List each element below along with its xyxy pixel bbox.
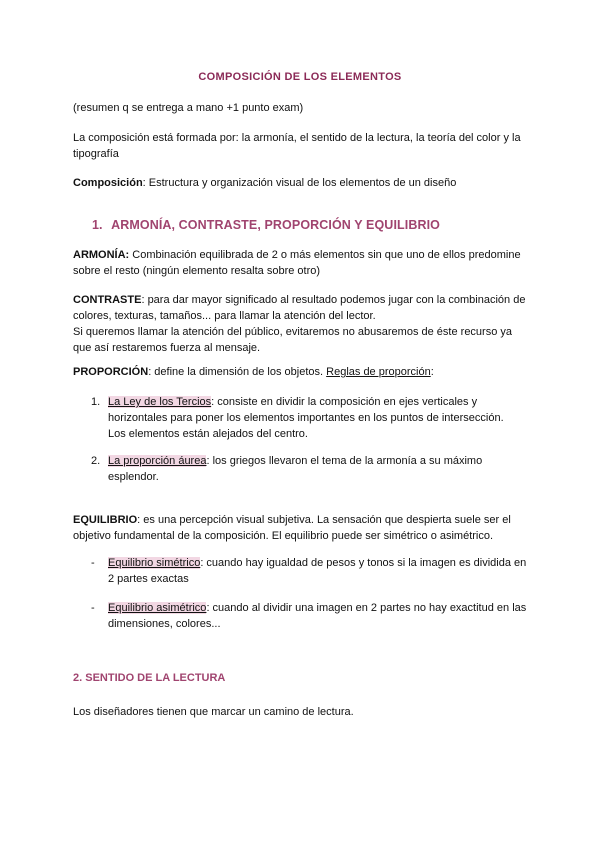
armonia-term: ARMONÍA:: [73, 249, 130, 261]
list-item-term: La proporción áurea: [108, 455, 207, 467]
proporcion-definition: : define la dimensión de los objetos.: [148, 366, 327, 378]
proporcion-rules-label: Reglas de proporción: [326, 366, 431, 378]
page-title: COMPOSICIÓN DE LOS ELEMENTOS: [198, 71, 402, 83]
note-paragraph: (resumen q se entrega a mano +1 punto exam): [73, 102, 304, 114]
intro-paragraph: La composición está formada por: la armonía, el sentido de la lectura, la teoría del color y la tipografía: [73, 132, 521, 160]
proporcion-rules-colon: :: [430, 366, 434, 378]
list-item-term: La Ley de los Tercios: [108, 396, 212, 408]
proporcion-term: PROPORCIÓN: [73, 366, 149, 378]
section-1-title: ARMONÍA, CONTRASTE, PROPORCIÓN Y EQUILIBRIO: [111, 218, 440, 232]
contraste-extra: Si queremos llamar la atención del público, evitaremos no abusaremos de éste recurso ya que así restaremos fuerza al mensaje.: [73, 326, 513, 354]
section-2-heading: 2. SENTIDO DE LA LECTURA: [73, 672, 226, 684]
list-item-text: [108, 394, 521, 442]
composicion-paragraph: [73, 175, 533, 191]
list-item-term: Equilibrio asimétrico: [108, 602, 207, 614]
composicion-definition: : Estructura y organización visual de los elementos de un diseño: [142, 177, 457, 189]
list-item-text: [108, 555, 531, 587]
list-item-bullet: -: [91, 557, 95, 569]
list-item-body: : cuando al dividir una imagen en 2 partes no hay exactitud en las dimensiones, colores...: [108, 602, 527, 630]
contraste-paragraph: [73, 292, 533, 356]
list-item-text: [108, 453, 521, 485]
proporcion-list-item: [91, 394, 521, 442]
section-1-number: 1.: [92, 218, 103, 232]
armonia-definition: Combinación equilibrada de 2 o más elementos sin que uno de ellos predomine sobre el resto (ningún elemento resalta sobre otro): [73, 249, 521, 277]
list-item-term: Equilibrio simétrico: [108, 557, 201, 569]
composicion-term: Composición: [73, 177, 143, 189]
equilibrio-definition: : es una percepción visual subjetiva. La sensación que despierta suele ser el objetivo fundamental de la composición. El equilibrio puede ser simétrico o asimétrico.: [73, 514, 511, 542]
list-item-body: : consiste en dividir la composición en ejes verticales y horizontales para poner los elementos importantes en los puntos de intersección. Los elementos están alejados del centro.: [108, 396, 504, 440]
proporcion-list-item: [91, 453, 521, 485]
equilibrio-paragraph: [73, 512, 533, 544]
list-item-body: : los griegos llevaron el tema de la armonía a su máximo esplendor.: [108, 455, 483, 483]
section-1-heading: [92, 218, 440, 232]
list-item-number: 2.: [91, 455, 101, 467]
equilibrio-list-item: [91, 600, 531, 632]
list-item-text: [108, 600, 531, 632]
list-item-number: 1.: [91, 396, 101, 408]
section-2-paragraph: Los diseñadores tienen que marcar un camino de lectura.: [73, 706, 354, 718]
equilibrio-list-item: [91, 555, 531, 587]
contraste-term: CONTRASTE: [73, 294, 142, 306]
equilibrio-term: EQUILIBRIO: [73, 514, 138, 526]
list-item-body: : cuando hay igualdad de pesos y tonos si la imagen es dividida en 2 partes exactas: [108, 557, 527, 585]
contraste-definition: : para dar mayor significado al resultado podemos jugar con la combinación de colores, texturas, tamaños... para llamar la atención del lector.: [73, 294, 526, 322]
armonia-paragraph: [73, 247, 533, 279]
list-item-bullet: -: [91, 602, 95, 614]
proporcion-paragraph: [73, 364, 533, 380]
